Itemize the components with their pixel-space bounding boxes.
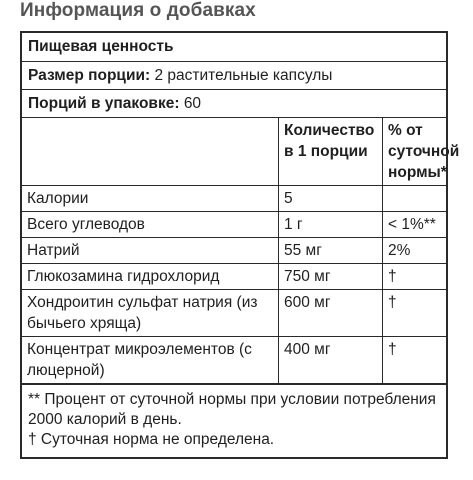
- table-row: [22, 290, 446, 337]
- footnote-not-established: † Суточная норма не определена.: [28, 431, 275, 448]
- amount-column-header: Количество в 1 порции: [279, 118, 383, 186]
- table-row: [22, 186, 446, 212]
- nutrient-dv: †: [383, 290, 447, 337]
- page-title: Информация о добавках: [20, 0, 256, 21]
- footnote-daily-value: ** Процент от суточной нормы при условии потребления 2000 калорий в день.: [28, 391, 436, 428]
- nutrient-name: Хондроитин сульфат натрия (из бычьего хряща): [22, 290, 279, 337]
- nutrient-amount: 5: [279, 186, 383, 212]
- table-row: [22, 238, 446, 264]
- footnotes: [22, 384, 446, 457]
- serving-size-value: 2 растительные капсулы: [154, 67, 333, 84]
- table-header-blank: [22, 118, 279, 186]
- servings-value: 60: [183, 95, 202, 112]
- table-row: [22, 212, 446, 238]
- nutrient-name: Глюкозамина гидрохлорид: [22, 264, 279, 290]
- nutrient-dv: †: [383, 264, 447, 290]
- nutrient-name: Натрий: [22, 238, 279, 264]
- nutrient-dv: < 1%**: [383, 212, 447, 238]
- nutrient-amount: 750 мг: [279, 264, 383, 290]
- nutrient-amount: 600 мг: [279, 290, 383, 337]
- servings-label: Порций в упаковке:: [28, 95, 180, 112]
- servings-row: [22, 90, 446, 118]
- nutrient-dv: 2%: [383, 238, 447, 264]
- dv-column-header: % от суточной нормы*: [383, 118, 447, 186]
- nutrient-amount: 1 г: [279, 212, 383, 238]
- facts-heading: Пищевая ценность: [22, 33, 446, 62]
- serving-size-row: [22, 62, 446, 90]
- nutrient-dv: [383, 186, 447, 212]
- table-row: [22, 337, 446, 384]
- nutrient-name: Концентрат микроэлементов (с люцерной): [22, 337, 279, 384]
- serving-size-label: Размер порции:: [28, 67, 151, 84]
- supplement-facts-panel: [20, 31, 460, 459]
- nutrient-name: Всего углеводов: [22, 212, 279, 238]
- table-header-row: [22, 118, 446, 186]
- nutrient-dv: †: [383, 337, 447, 384]
- nutrient-amount: 400 мг: [279, 337, 383, 384]
- table-row: [22, 264, 446, 290]
- nutrient-amount: 55 мг: [279, 238, 383, 264]
- facts-table: [22, 118, 460, 384]
- nutrient-name: Калории: [22, 186, 279, 212]
